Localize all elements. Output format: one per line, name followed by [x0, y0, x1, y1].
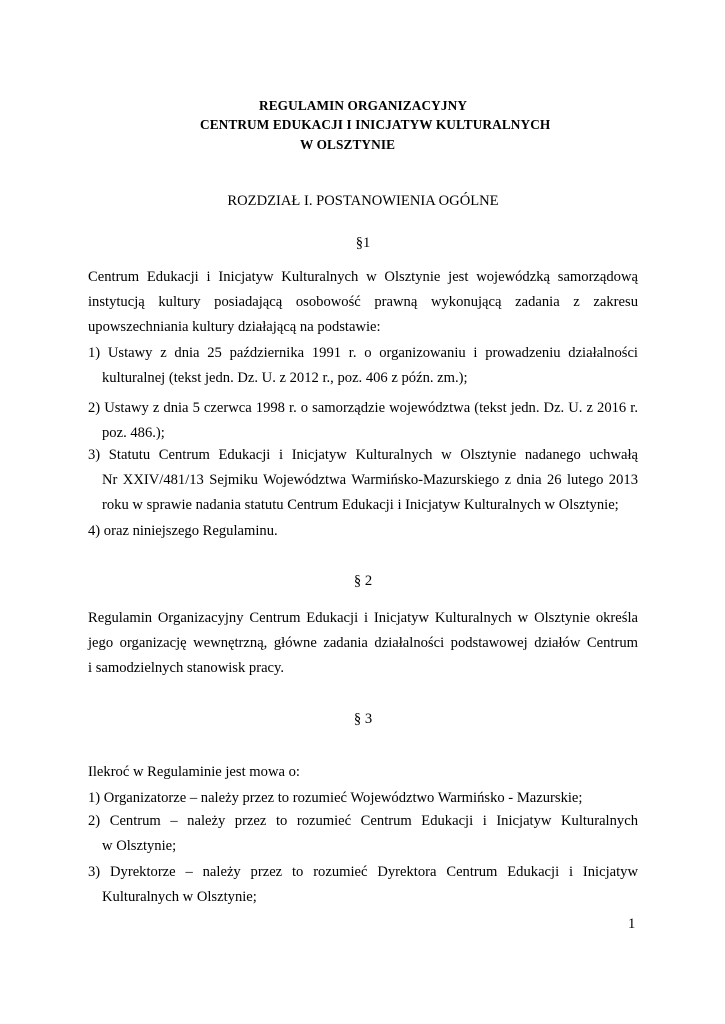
section-3-intro-line: Ilekroć w Regulaminie jest mowa o: [88, 764, 300, 780]
list-item-line: w Olsztynie; [102, 838, 177, 855]
doc-title-line-1: REGULAMIN ORGANIZACYJNY [259, 98, 468, 113]
list-item-line: poz. 486.); [102, 425, 165, 442]
section-1-item-1 [88, 341, 638, 391]
list-item-line: 3) Statutu Centrum Edukacji i Inicjatyw Kulturalnych w Olsztynie nadanego uchwałą [88, 447, 638, 463]
section-1-item-2 [88, 396, 638, 446]
doc-title-line-3: W OLSZTYNIE [300, 137, 396, 152]
section-1-item-3 [88, 443, 638, 519]
list-item-line: Nr XXIV/481/13 Sejmiku Województwa Warmińsko-Mazurskiego z dnia 26 lutego 2013 [102, 472, 638, 489]
section-1-intro [88, 265, 638, 341]
section-3-mark: § 3 [353, 711, 373, 727]
list-item-line: roku w sprawie nadania statutu Centrum Edukacji i Inicjatyw Kulturalnych w Olsztynie; [102, 497, 619, 514]
section-3-item-3 [88, 860, 638, 910]
doc-title-line-2: CENTRUM EDUKACJI I INICJATYW KULTURALNYCH [200, 117, 551, 132]
section-1-intro-line: upowszechniania kultury działającą na podstawie: [88, 319, 381, 336]
section-2-text [88, 606, 638, 682]
list-item-line: 2) Ustawy z dnia 5 czerwca 1998 r. o samorządzie województwa (tekst jedn. Dz. U. z 2016 r. [88, 400, 638, 416]
section-3-item-2 [88, 809, 638, 859]
section-2-line: i samodzielnych stanowisk pracy. [88, 660, 285, 677]
section-2-line: jego organizację wewnętrzną, główne zadania działalności podstawowej działów Centrum [88, 635, 638, 652]
list-item-line: 1) Organizatorze – należy przez to rozumieć Województwo Warmińsko - Mazurskie; [88, 790, 583, 806]
list-item-line: 3) Dyrektorze – należy przez to rozumieć Dyrektora Centrum Edukacji i Inicjatyw [88, 864, 638, 880]
section-3-intro [88, 760, 638, 785]
list-item-line: kulturalnej (tekst jedn. Dz. U. z 2012 r., poz. 406 z późn. zm.); [102, 370, 468, 387]
section-1-mark: §1 [355, 235, 371, 251]
section-2-mark: § 2 [353, 573, 373, 589]
section-3-item-1 [88, 786, 638, 811]
chapter-title: ROZDZIAŁ I. POSTANOWIENIA OGÓLNE [227, 193, 499, 209]
list-item-line: Kulturalnych w Olsztynie; [102, 889, 257, 906]
list-item-line: 2) Centrum – należy przez to rozumieć Centrum Edukacji i Inicjatyw Kulturalnych [88, 813, 638, 829]
section-1-intro-line: instytucją kultury posiadającą osobowość prawną wykonującą zadania z zakresu [88, 294, 638, 311]
list-item-line: 4) oraz niniejszego Regulaminu. [88, 523, 278, 539]
section-1-intro-line: Centrum Edukacji i Inicjatyw Kulturalnych w Olsztynie jest wojewódzką samorządową [88, 269, 638, 285]
list-item-line: 1) Ustawy z dnia 25 października 1991 r. o organizowaniu i prowadzeniu działalności [88, 345, 638, 361]
section-2-line: Regulamin Organizacyjny Centrum Edukacji i Inicjatyw Kulturalnych w Olsztynie określa [88, 610, 638, 626]
section-1-item-4 [88, 519, 638, 544]
page-number: 1 [628, 916, 636, 932]
